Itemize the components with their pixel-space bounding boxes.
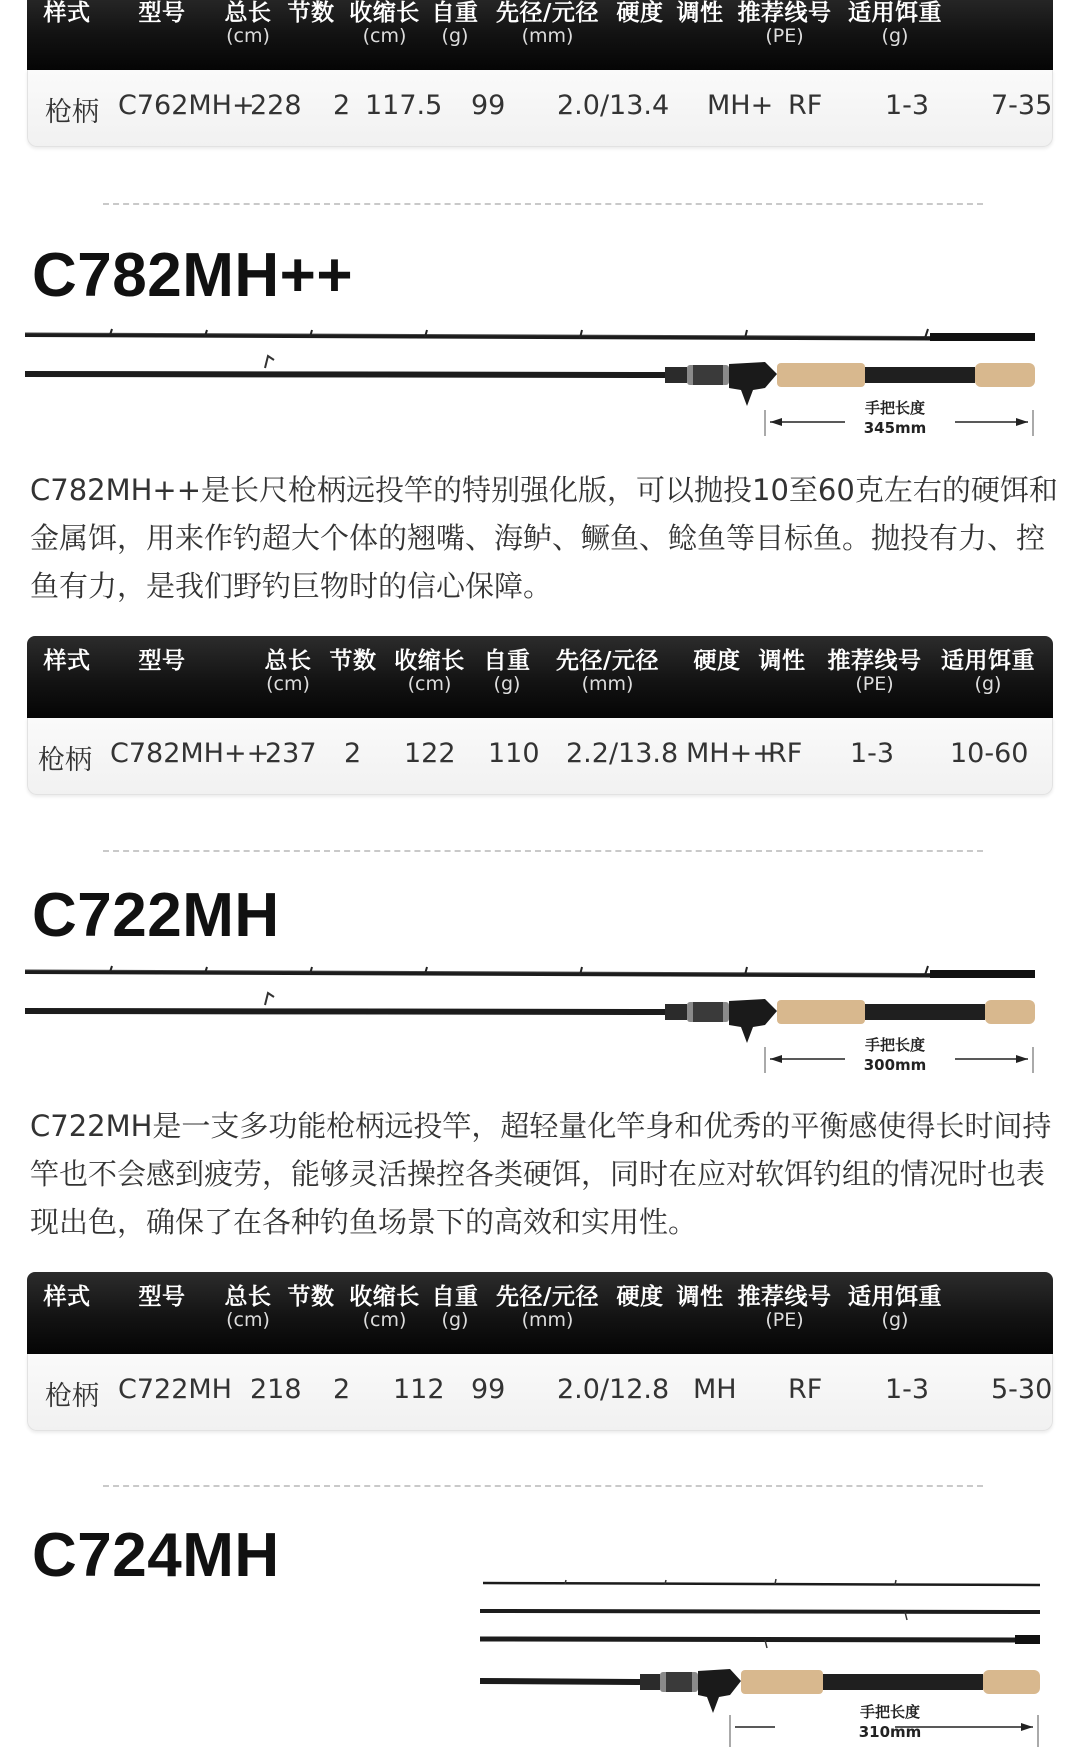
cell-length: 218 (250, 1374, 302, 1405)
header-sections: 节数 (287, 0, 335, 26)
section-divider (103, 1485, 983, 1487)
header-lure: 适用饵重 (941, 648, 1035, 674)
header-sections: 节数 (287, 1284, 335, 1310)
handle-length-caption: 手把长度 (859, 1703, 920, 1721)
cell-power: MH+ (707, 90, 774, 121)
cell-model: C762MH+ (118, 90, 255, 121)
spec-table-c762mh (27, 0, 1053, 147)
handle-length-value: 300mm (863, 1056, 927, 1074)
header-lure: 适用饵重 (848, 1284, 942, 1310)
cell-sections: 2 (333, 1374, 351, 1405)
header-style: 样式 (43, 648, 91, 674)
header-length: 总长 (224, 0, 272, 26)
header-line-unit: (PE) (765, 25, 804, 47)
cell-tip-butt: 2.0/13.4 (557, 90, 670, 121)
header-action: 调性 (676, 1284, 724, 1310)
cell-line: 1-3 (850, 738, 895, 769)
header-power: 硬度 (693, 648, 741, 674)
header-length: 总长 (264, 648, 312, 674)
spec-table-row (27, 70, 1053, 147)
section-divider (103, 850, 983, 852)
header-power: 硬度 (616, 1284, 664, 1310)
header-tip-butt: 先径/元径 (556, 648, 659, 674)
header-lure-unit: (g) (974, 673, 1002, 695)
header-closed: 收缩长 (349, 0, 420, 26)
spec-table-c722mh (27, 1272, 1053, 1431)
cell-length: 237 (265, 738, 317, 769)
header-closed: 收缩长 (349, 1284, 420, 1310)
cell-line: 1-3 (885, 1374, 930, 1405)
header-action: 调性 (676, 0, 724, 26)
handle-length-label (840, 398, 950, 438)
cell-action: RF (788, 90, 823, 121)
cell-power: MH++ (686, 738, 775, 769)
handle-length-label (840, 1035, 950, 1075)
header-weight: 自重 (483, 648, 531, 674)
header-lure: 适用饵重 (848, 0, 942, 26)
header-lure-unit: (g) (881, 1309, 909, 1331)
spec-table-row (27, 1354, 1053, 1431)
spec-table-row (27, 718, 1053, 795)
header-closed-unit: (cm) (362, 25, 407, 47)
cell-tip-butt: 2.2/13.8 (566, 738, 679, 769)
cell-length: 228 (250, 90, 302, 121)
section-divider (103, 203, 983, 205)
header-length-unit: (cm) (266, 673, 310, 695)
header-power: 硬度 (616, 0, 664, 26)
header-style: 样式 (43, 0, 91, 26)
cell-closed: 122 (404, 738, 456, 769)
handle-length-label (835, 1702, 945, 1742)
header-line: 推荐线号 (737, 1284, 832, 1310)
model-title-c782mh: C782MH++ (32, 241, 354, 310)
description-c782mh: C782MH++是长尺枪柄远投竿的特别强化版，可以抛投10至60克左右的硬饵和金属饵，用来作钓超大个体的翘嘴、海鲈、鳜鱼、鲶鱼等目标鱼。抛投有力、控鱼有力，是我们野钓巨物时的信心保障。 (30, 473, 1058, 603)
cell-style: 枪柄 (45, 97, 99, 128)
header-weight: 自重 (431, 1284, 479, 1310)
header-tip-butt: 先径/元径 (496, 1284, 599, 1310)
handle-length-caption: 手把长度 (864, 399, 925, 417)
header-line-unit: (PE) (765, 1309, 804, 1331)
header-weight: 自重 (431, 0, 479, 26)
header-model: 型号 (138, 648, 186, 674)
cell-sections: 2 (344, 738, 362, 769)
spec-table-header (27, 636, 1053, 718)
header-line: 推荐线号 (737, 0, 832, 26)
cell-lure: 10-60 (950, 738, 1029, 769)
spec-table-c782mh (27, 636, 1053, 795)
rod-image-c724mh (475, 1575, 1050, 1747)
header-tip-butt-unit: (mm) (581, 673, 634, 695)
model-title-c724mh: C724MH (32, 1521, 280, 1590)
handle-length-caption: 手把长度 (864, 1036, 925, 1054)
header-tip-butt-unit: (mm) (521, 25, 574, 47)
header-action: 调性 (758, 648, 806, 674)
header-weight-unit: (g) (441, 25, 469, 47)
header-length-unit: (cm) (226, 25, 270, 47)
cell-closed: 117.5 (365, 90, 443, 121)
cell-style: 枪柄 (45, 1381, 99, 1412)
cell-line: 1-3 (885, 90, 930, 121)
cell-action: RF (768, 738, 803, 769)
cell-style: 枪柄 (38, 745, 92, 776)
header-sections: 节数 (329, 648, 377, 674)
cell-lure: 7-35 (991, 90, 1053, 121)
cell-tip-butt: 2.0/12.8 (557, 1374, 670, 1405)
cell-weight: 99 (471, 1374, 506, 1405)
header-lure-unit: (g) (881, 25, 909, 47)
header-weight-unit: (g) (441, 1309, 469, 1331)
model-title-c722mh: C722MH (32, 881, 280, 950)
cell-power: MH (693, 1374, 737, 1405)
header-line: 推荐线号 (827, 648, 922, 674)
header-weight-unit: (g) (493, 673, 521, 695)
spec-table-header (27, 1272, 1053, 1354)
cell-model: C782MH++ (110, 738, 270, 769)
header-model: 型号 (138, 1284, 186, 1310)
handle-length-value: 345mm (863, 419, 927, 437)
cell-weight: 99 (471, 90, 506, 121)
header-model: 型号 (138, 0, 186, 26)
cell-closed: 112 (393, 1374, 445, 1405)
cell-weight: 110 (488, 738, 540, 769)
handle-length-value: 310mm (858, 1723, 922, 1741)
header-length-unit: (cm) (226, 1309, 270, 1331)
cell-model: C722MH (118, 1374, 232, 1405)
header-closed-unit: (cm) (362, 1309, 407, 1331)
header-line-unit: (PE) (855, 673, 894, 695)
header-closed-unit: (cm) (407, 673, 452, 695)
spec-table-header (27, 0, 1053, 70)
cell-lure: 5-30 (991, 1374, 1053, 1405)
header-length: 总长 (224, 1284, 272, 1310)
cell-sections: 2 (333, 90, 351, 121)
header-tip-butt: 先径/元径 (496, 0, 599, 26)
header-style: 样式 (43, 1284, 91, 1310)
header-tip-butt-unit: (mm) (521, 1309, 574, 1331)
cell-action: RF (788, 1374, 823, 1405)
description-c722mh: C722MH是一支多功能枪柄远投竿，超轻量化竿身和优秀的平衡感使得长时间持竿也不会感到疲劳，能够灵活操控各类硬饵，同时在应对软饵钓组的情况时也表现出色，确保了在各种钓鱼场景下的高效和实用性。 (30, 1109, 1052, 1239)
header-closed: 收缩长 (394, 648, 465, 674)
